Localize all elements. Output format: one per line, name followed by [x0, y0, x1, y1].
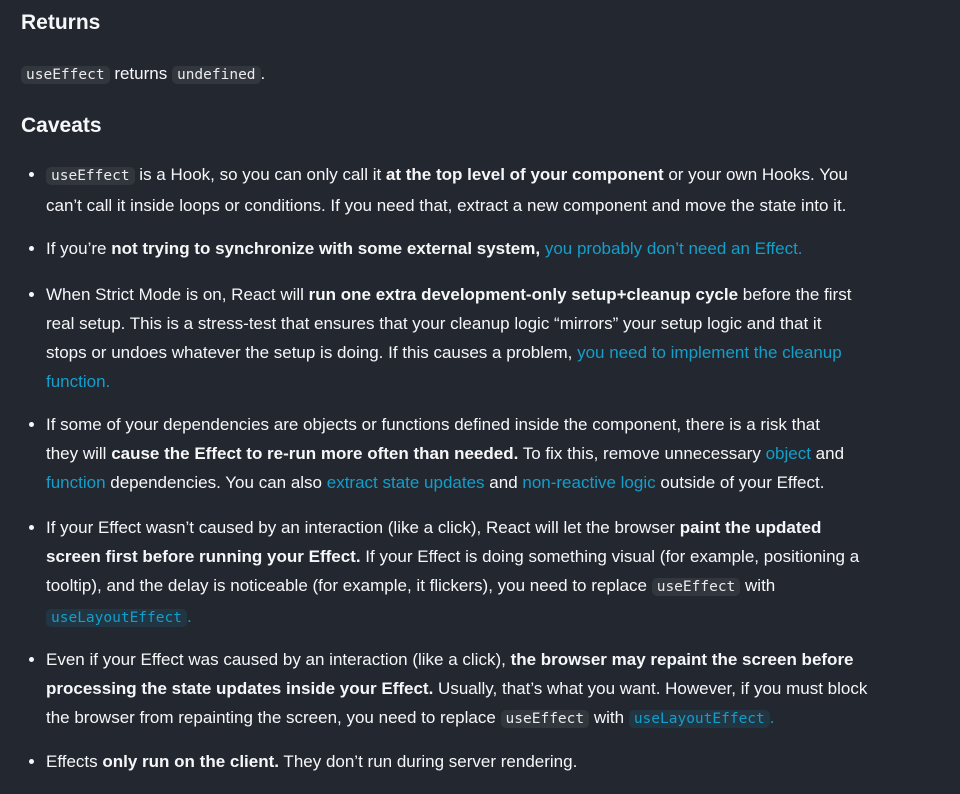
inline-code: useEffect	[501, 710, 590, 728]
caveat-item-repaint-before: Even if your Effect was caused by an interaction (like a click), the browser may repaint the screen before processing the state updates inside your Effect. Usually, that’s what you want. However, if you must block the browser from repainting the screen, you need to replace useEffect with useLayoutEffect .	[46, 645, 952, 734]
caveats-heading: Caveats	[21, 114, 102, 137]
inline-code: useEffect	[46, 167, 135, 185]
bullet-icon	[29, 172, 34, 177]
bullet-icon	[29, 657, 34, 662]
caveat-item-client-only: Effects only run on the client. They don’t run during server rendering.	[46, 747, 952, 776]
caveat-item-strict-mode: When Strict Mode is on, React will run one extra development-only setup+cleanup cycle before the first real setup. This is a stress-test that ensures that your cleanup logic “mirrors” your setup logic and that it stops or undoes whatever the setup is doing. If this causes a problem, you need to implement the cleanup function.	[46, 280, 952, 396]
caveat-item-external-system: If you’re not trying to synchronize with some external system, you probably don’t need an Effect.	[46, 234, 952, 263]
returns-paragraph: useEffect returns undefined .	[21, 59, 265, 90]
bullet-icon	[29, 525, 34, 530]
inline-code: undefined	[172, 66, 261, 84]
link-function[interactable]: function	[46, 473, 106, 492]
bullet-icon	[29, 759, 34, 764]
bullet-icon	[29, 292, 34, 297]
link-uselayouteffect[interactable]: useLayoutEffect .	[46, 607, 192, 626]
link-object[interactable]: object	[765, 444, 811, 463]
link-implement-cleanup-continued[interactable]: function.	[46, 372, 111, 391]
link-extract-state-updates[interactable]: extract state updates	[326, 473, 485, 492]
link-uselayouteffect-2[interactable]: useLayoutEffect .	[629, 708, 775, 727]
link-non-reactive-logic[interactable]: non-reactive logic	[522, 473, 656, 492]
link-implement-cleanup[interactable]: you need to implement the cleanup	[577, 343, 842, 362]
returns-heading: Returns	[21, 11, 101, 34]
bullet-icon	[29, 422, 34, 427]
caveat-item-dependencies: If some of your dependencies are objects or functions defined inside the component, there is a risk that they will cause the Effect to re-run more often than needed. To fix this, remove unnecessary object and function dependencies. You can also extract state updates and non-reactive logic outside of your Effect.	[46, 410, 952, 497]
caveat-item-paint-first: If your Effect wasn’t caused by an interaction (like a click), React will let the browser paint the updated screen first before running your Effect. If your Effect is doing something visual (for example, positioning a tooltip), and the delay is noticeable (for example, it flickers), you need to replace useEffect with useLayoutEffect .	[46, 513, 952, 633]
caveat-item-top-level-hook: useEffect is a Hook, so you can only call it at the top level of your component or your own Hooks. You can’t call it inside loops or conditions. If you need that, extract a new component and move the state into it.	[46, 160, 952, 220]
inline-code: useEffect	[21, 66, 110, 84]
inline-code: useEffect	[652, 578, 741, 596]
link-you-probably-dont-need-an-effect[interactable]: you probably don’t need an Effect.	[544, 239, 803, 258]
bullet-icon	[29, 246, 34, 251]
